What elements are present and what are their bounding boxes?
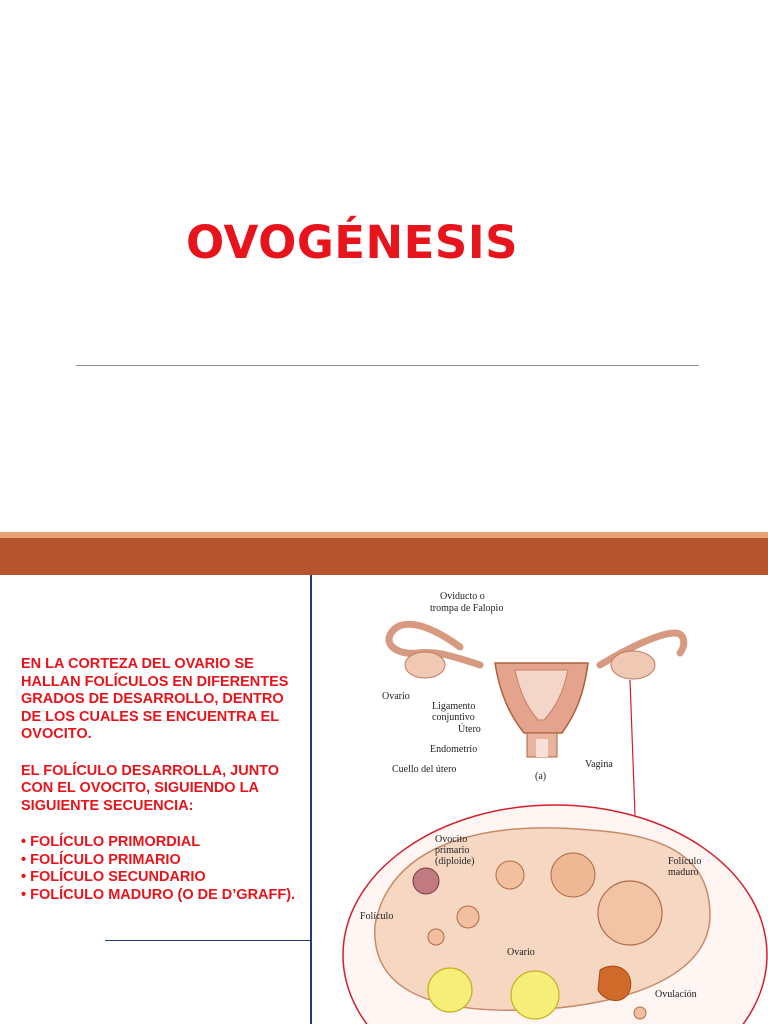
label-vagina: Vagina	[585, 759, 613, 770]
label-ovario-inner: Ovario	[507, 947, 535, 958]
label-foliculo-maduro-2: maduro	[668, 867, 699, 878]
callout-line	[630, 680, 635, 815]
list-item: • FOLÍCULO MADURO (O DE D’GRAFF).	[21, 886, 296, 903]
label-oviducto-1: Oviducto o	[440, 591, 485, 602]
label-endometrio: Endometrio	[430, 744, 478, 755]
paragraph-cortex: EN LA CORTEZA DEL OVARIO SE HALLAN FOLÍCULOS EN DIFERENTES GRADOS DE DESARROLLO, DENTRO DE LOS CUALES SE ENCUENTRA EL OVOCITO.	[21, 656, 289, 742]
label-ovocito-3: (diploide)	[435, 856, 475, 867]
header-band	[0, 538, 768, 575]
label-ligamento-1: Ligamento	[432, 701, 476, 712]
label-foliculo-maduro-1: Folículo	[668, 856, 702, 867]
label-oviducto-2: trompa de Falopio	[430, 603, 504, 614]
paragraph-sequence: EL FOLÍCULO DESARROLLA, JUNTO CON EL OVOCITO, SIGUIENDO LA SIGUIENTE SECUENCIA:	[21, 762, 280, 814]
follicle-stage-list	[21, 834, 306, 904]
reproductive-diagram	[330, 585, 768, 1024]
label-ovocito-1: Ovocito	[435, 834, 468, 845]
label-ovulacion: Ovulación	[655, 989, 697, 1000]
label-panel-a: (a)	[535, 771, 547, 782]
uterus-illustration	[389, 624, 684, 757]
label-cuello: Cuello del útero	[392, 764, 457, 775]
slide-title: OVOGÉNESIS	[186, 216, 518, 269]
slide-body-text	[21, 656, 306, 904]
title-divider	[76, 365, 699, 366]
list-item: • FOLÍCULO PRIMORDIAL	[21, 834, 201, 850]
label-ligamento-2: conjuntivo	[432, 712, 475, 723]
column-divider	[310, 575, 312, 1024]
label-foliculo: Folículo	[360, 911, 394, 922]
list-item: • FOLÍCULO SECUNDARIO	[21, 869, 206, 885]
label-utero: Útero	[458, 724, 481, 735]
text-underline	[105, 940, 310, 941]
list-item: • FOLÍCULO PRIMARIO	[21, 851, 181, 868]
label-ovario: Ovario	[382, 691, 410, 702]
ovary-cross-section	[343, 805, 767, 1024]
label-ovocito-2: primario	[435, 845, 470, 856]
